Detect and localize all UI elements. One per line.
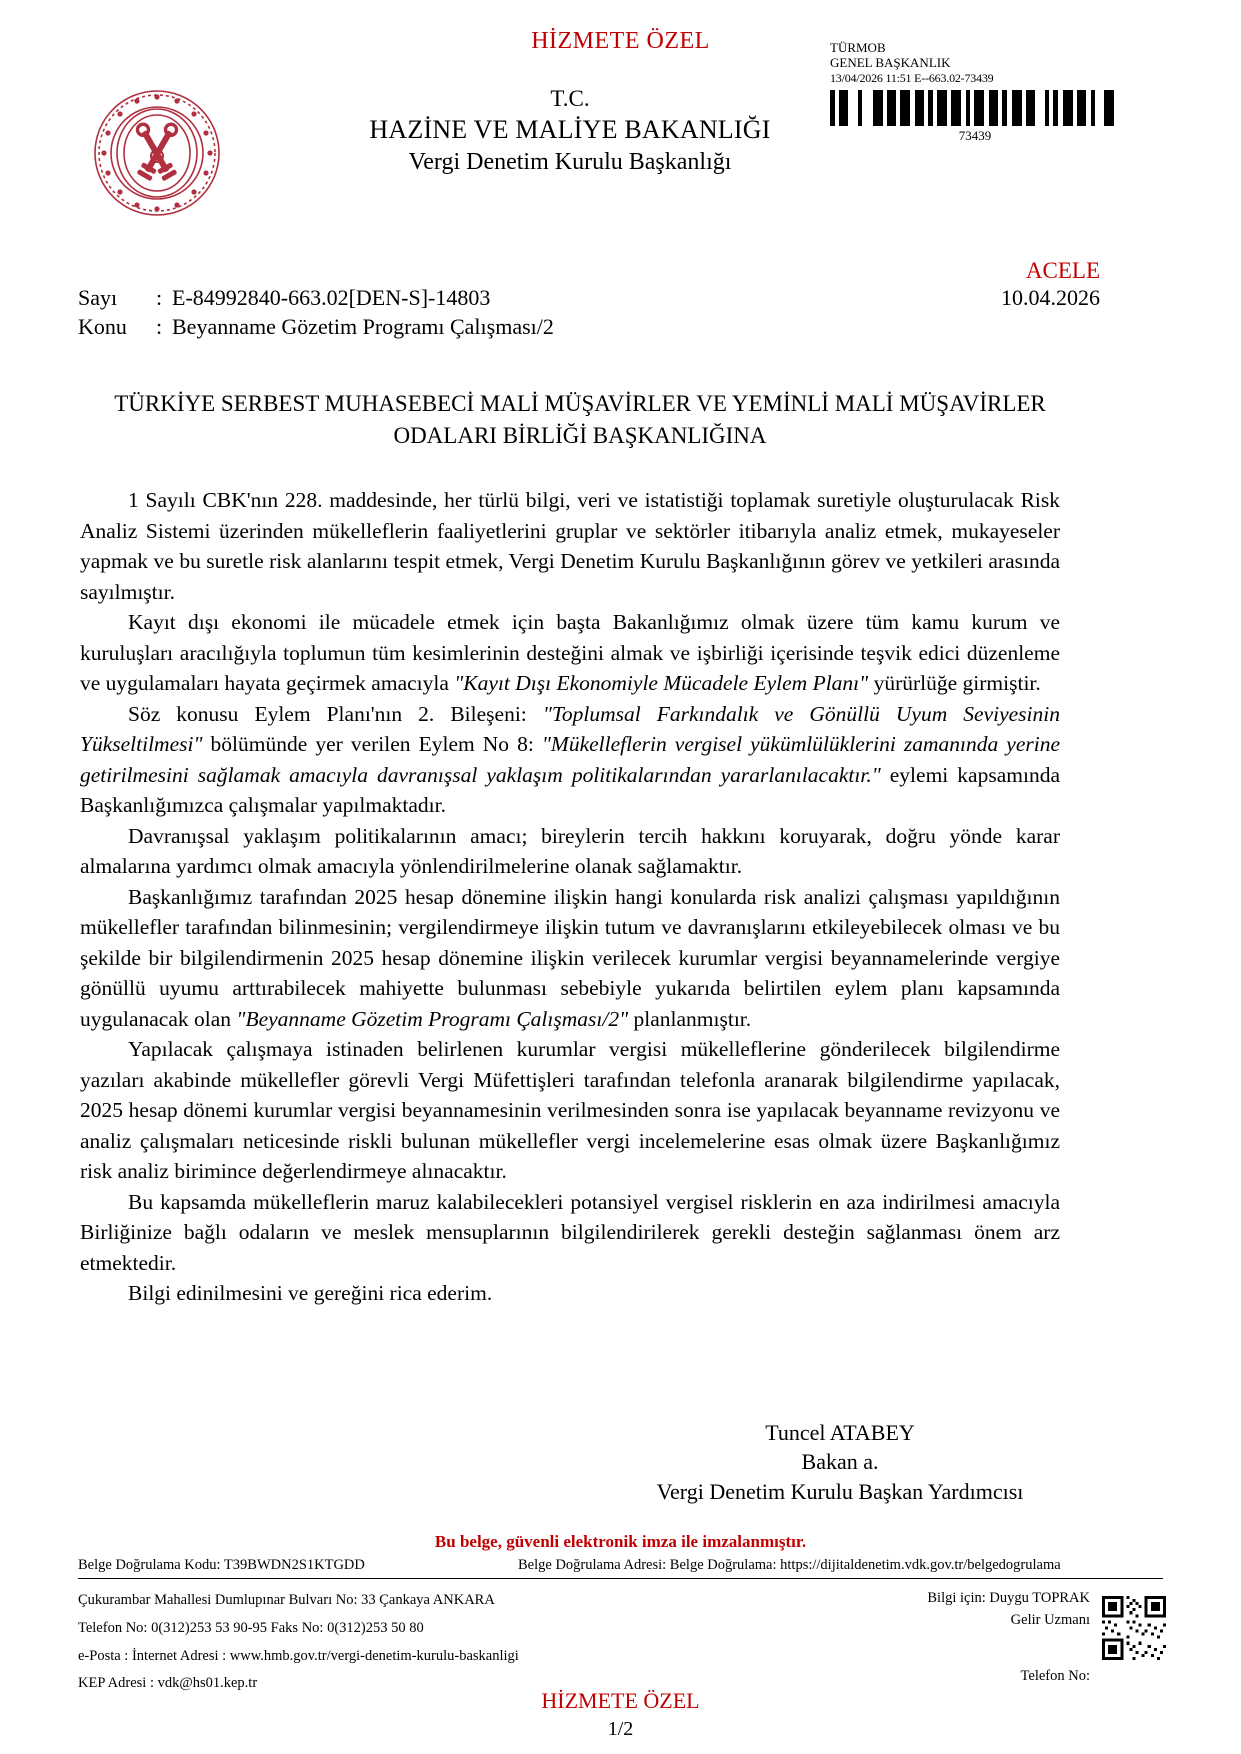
- konu-label: Konu: [78, 314, 127, 340]
- barcode-number: 73439: [958, 127, 992, 143]
- footer-phone-fax: Telefon No: 0(312)253 53 90-95 Faks No: 0(312)253 50 80: [78, 1619, 424, 1636]
- contact-person-name: Bilgi için: Duygu TOPRAK: [927, 1590, 1090, 1606]
- stamp-reference: 13/04/2026 11:51 E--663.02-73439: [830, 70, 994, 85]
- recipient-line-1: TÜRKİYE SERBEST MUHASEBECİ MALİ MÜŞAVİRLER VE YEMİNLİ MALİ MÜŞAVİRLER: [114, 391, 1046, 416]
- stamp-unit: GENEL BAŞKANLIK: [830, 55, 951, 71]
- classification-banner-bottom: HİZMETE ÖZEL: [541, 1688, 700, 1713]
- body-paragraph-1: 1 Sayılı CBK'nın 228. maddesinde, her türlü bilgi, veri ve istatistiği toplamak suretiyle oluşturulacak Risk Analiz Sistemi üzerinden mükelleflerin faaliyetlerini gruplar ve sektörler itibarıyla analiz etmek, mukayeseler yapmak ve bu suretle risk alanlarını tespit etmek, Vergi Denetim Kurulu Başkanlığının görev ve yetkileri arasında sayılmıştır.: [80, 488, 1060, 604]
- p3-quote-1: "Toplumsal Farkındalık ve Gönüllü Uyum Seviyesinin Yükseltilmesi": [80, 701, 1060, 757]
- contact-person-title: Gelir Uzmanı: [1010, 1612, 1090, 1629]
- letterhead-tc: T.C.: [550, 86, 590, 111]
- stamp-organization: TÜRMOB: [830, 40, 886, 55]
- body-paragraph-7: Bu kapsamda mükelleflerin maruz kalabilecekleri potansiyel vergisel risklerin en aza indirilmesi amacıyla Birliğinize bağlı odaların ve meslek mensuplarının bilgilendirilerek gerekli desteğin sağlanması önem arz etmektedir.: [80, 1189, 1060, 1275]
- ministry-emblem-icon: [92, 88, 222, 218]
- letterhead-ministry: HAZİNE VE MALİYE BAKANLIĞI: [369, 115, 771, 145]
- verification-code: Belge Doğrulama Kodu: T39BWDN2S1KTGDD: [78, 1557, 365, 1573]
- signature-block: [620, 1418, 1060, 1506]
- letterhead-unit: Vergi Denetim Kurulu Başkanlığı: [408, 148, 732, 175]
- body-paragraph-6: Yapılacak çalışmaya istinaden belirlenen kurumlar vergisi mükelleflerine gönderilecek bilgilendirme yazıları akabinde mükellefler görevli Vergi Müfettişleri tarafından telefonla aranarak bilgilendirme yapılacak, 2025 hesap dönemi kurumlar vergisi beyannamesinin verilmesinden sonra ise yapılacak beyanname revizyonu ve analiz çalışmaları neticesinde riskli bulunan mükellefler vergi incelemelerine esas olmak üzere Başkanlığımız risk analiz birimince değerlendirmeye alınacaktır.: [80, 1037, 1060, 1184]
- sayi-value: E-84992840-663.02[DEN-S]-14803: [172, 285, 491, 310]
- recipient-block: [80, 388, 1080, 452]
- verification-address: Belge Doğrulama Adresi: Belge Doğrulama: https://dijitaldenetim.vdk.gov.tr/belgedogrulama: [518, 1557, 1061, 1573]
- p5-part-b: planlanmıştır.: [628, 1006, 752, 1031]
- p3-quote-2: "Mükelleflerin vergisel yükümlülüklerini zamanında yerine getirilmesini sağlamak amacıyla davranışsal yaklaşım politikalarından yararlanılacaktır.": [80, 732, 1060, 787]
- sayi-label: Sayı: [78, 285, 118, 310]
- sayi-colon: :: [156, 285, 163, 310]
- letterhead: [260, 84, 880, 177]
- page-number: 1/2: [607, 1718, 634, 1740]
- konu-colon: :: [156, 314, 163, 340]
- urgency-label: ACELE: [1025, 258, 1100, 283]
- p5-part-a: Başkanlığımız tarafından 2025 hesap dönemine ilişkin hangi konularda risk analizi çalışması yapıldığının mükellefler tarafından bilinmesinin; vergilendirmeye ilişkin tutum ve davranışlarını etkileyebilecek olması ve bu şekilde bir bilgilendirmenin 2025 hesap dönemine ilişkin verilecek kurumlar vergisi beyannamelerinde vergiye gönüllü uyumu arttırabilecek mahiyette bulunması sebebiyle yukarıda belirtilen eylem planı kapsamında uygulanacak olan: [80, 884, 1060, 1031]
- body-paragraph-8: Bilgi edinilmesini ve gereğini rica ederim.: [128, 1281, 493, 1306]
- footer-contact-block: [78, 1587, 778, 1698]
- konu-row: [78, 312, 554, 341]
- footer-contact-person-block: [840, 1587, 1090, 1632]
- p2-quote: "Kayıt Dışı Ekonomiyle Mücadele Eylem Planı": [454, 671, 869, 696]
- body-paragraph-3: [80, 699, 1060, 821]
- body-paragraph-4: Davranışsal yaklaşım politikalarının amacı; bireylerin tercih hakkını koruyarak, doğru yönde karar almalarına yardımcı olmak amacıyla yönlendirilmelerine olanak sağlamaktır.: [80, 823, 1060, 879]
- footer-email-website: e-Posta : İnternet Adresi : www.hmb.gov.tr/vergi-denetim-kurulu-baskanligi: [78, 1647, 519, 1664]
- p2-part-b: yürürlüğe girmiştir.: [868, 671, 1041, 696]
- contact-phone-label: Telefon No:: [1020, 1668, 1090, 1684]
- electronic-signature-notice: Bu belge, güvenli elektronik imza ile imzalanmıştır.: [434, 1532, 807, 1551]
- footer-address: Çukurambar Mahallesi Dumlupınar Bulvarı No: 33 Çankaya ANKARA: [78, 1592, 495, 1608]
- recipient-line-2: ODALARI BİRLİĞİ BAŞKANLIĞINA: [393, 423, 767, 449]
- konu-value: Beyanname Gözetim Programı Çalışması/2: [172, 314, 554, 340]
- reference-block: [78, 283, 554, 341]
- signatory-on-behalf: Bakan a.: [801, 1449, 879, 1475]
- footer-divider: [78, 1578, 1163, 1579]
- footer-kep-address: KEP Adresi : vdk@hs01.kep.tr: [78, 1675, 258, 1692]
- signatory-name: Tuncel ATABEY: [765, 1420, 915, 1445]
- classification-banner-top: HİZMETE ÖZEL: [531, 28, 710, 54]
- p5-quote: "Beyanname Gözetim Programı Çalışması/2": [236, 1006, 629, 1031]
- qr-code-icon: [1102, 1596, 1166, 1660]
- p3-part-c: eylemi kapsamında Başkanlığımızca çalışmalar yapılmaktadır.: [80, 762, 1060, 818]
- document-date: 10.04.2026: [1001, 285, 1100, 310]
- p3-part-b: bölümünde yer verilen Eylem No 8:: [202, 732, 542, 757]
- p2-part-a: Kayıt dışı ekonomi ile mücadele etmek için başta Bakanlığımız olmak üzere tüm kamu kurum ve kuruluşları aracılığıyla toplumun tüm kesimlerinin desteğini almak ve işbirliği içerisinde teşvik edici düzenleme ve uygulamaları hayata geçirmek amacıyla: [80, 610, 1060, 696]
- document-verification-row: [78, 1557, 1163, 1574]
- p3-part-a: Söz konusu Eylem Planı'nın 2. Bileşeni:: [128, 701, 543, 726]
- body-paragraph-2: [80, 607, 1060, 699]
- letter-body: [80, 485, 1060, 1309]
- signatory-title: Vergi Denetim Kurulu Başkan Yardımcısı: [656, 1478, 1024, 1504]
- sayi-row: [78, 283, 554, 312]
- body-paragraph-5: [80, 882, 1060, 1035]
